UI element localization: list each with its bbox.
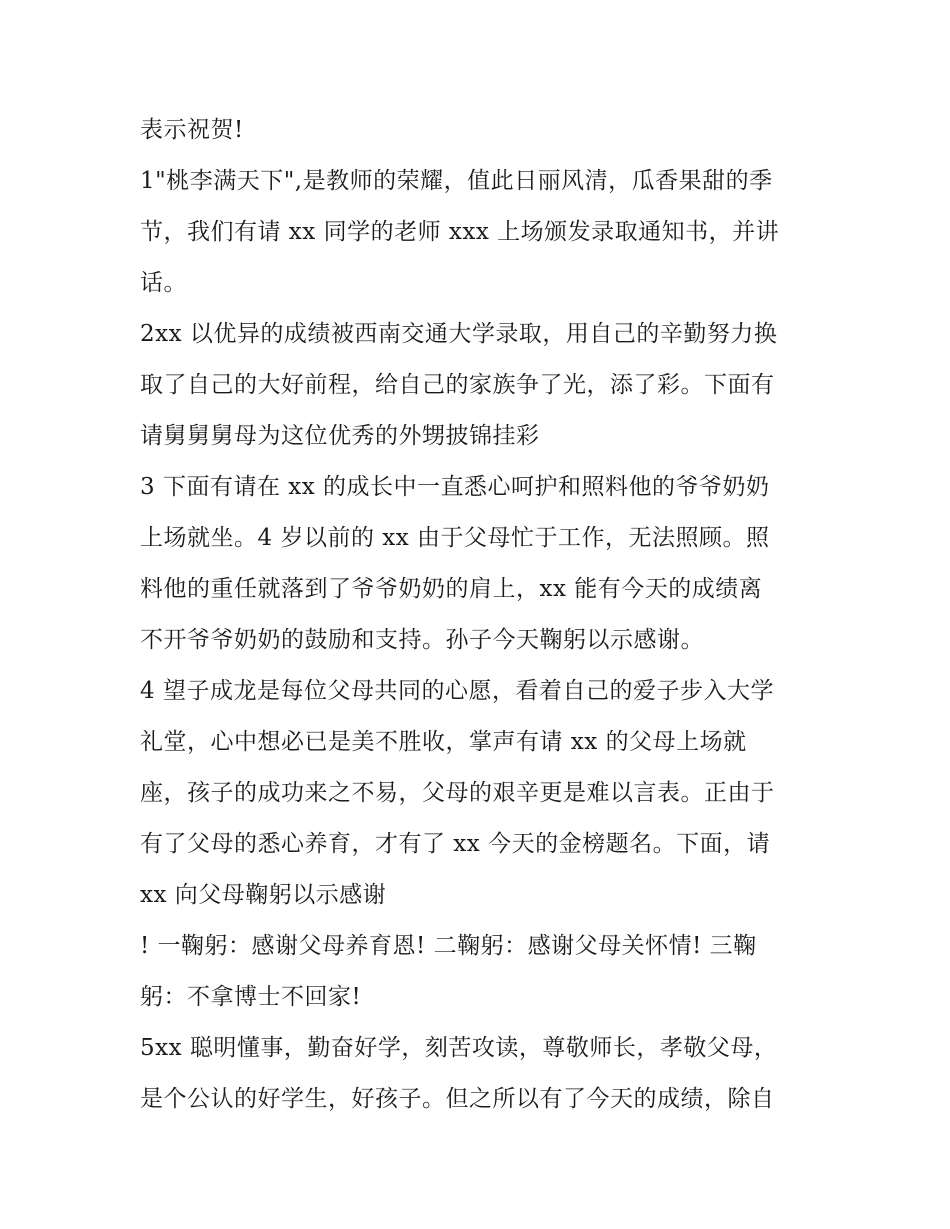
text-line: 不开爷爷奶奶的鼓励和支持。孙子今天鞠躬以示感谢。 bbox=[140, 627, 704, 653]
text-line: 表示祝贺! bbox=[140, 117, 244, 143]
text-line: 取了自己的大好前程，给自己的家族争了光，添了彩。下面有 bbox=[140, 372, 775, 398]
text-line: 2xx 以优异的成绩被西南交通大学录取，用自己的辛勤努力换 bbox=[140, 321, 778, 347]
text-line: 节，我们有请 xx 同学的老师 xxx 上场颁发录取通知书，并讲 bbox=[140, 219, 780, 245]
text-line: 上场就坐。4 岁以前的 xx 由于父母忙于工作，无法照顾。照 bbox=[140, 525, 770, 551]
text-line: 请舅舅舅母为这位优秀的外甥披锦挂彩 bbox=[140, 423, 540, 449]
text-line: 躬：不拿博士不回家! bbox=[140, 984, 362, 1010]
text-line: 座，孩子的成功来之不易，父母的艰辛更是难以言表。正由于 bbox=[140, 780, 775, 806]
text-line: 话。 bbox=[140, 270, 187, 296]
text-line: ! 一鞠躬：感谢父母养育恩! 二鞠躬：感谢父母关怀情! 三鞠 bbox=[140, 933, 757, 959]
text-line: 礼堂，心中想必已是美不胜收，掌声有请 xx 的父母上场就 bbox=[140, 729, 747, 755]
text-line: 4 望子成龙是每位父母共同的心愿，看着自己的爱子步入大学 bbox=[140, 678, 774, 704]
document-body bbox=[140, 108, 830, 1128]
text-line: 5xx 聪明懂事，勤奋好学，刻苦攻读，尊敬师长，孝敬父母， bbox=[140, 1035, 778, 1061]
text-line: xx 向父母鞠躬以示感谢 bbox=[140, 882, 387, 908]
text-line: 是个公认的好学生，好孩子。但之所以有了今天的成绩，除自 bbox=[140, 1086, 775, 1112]
text-line: 有了父母的悉心养育，才有了 xx 今天的金榜题名。下面，请 bbox=[140, 831, 771, 857]
text-line: 3 下面有请在 xx 的成长中一直悉心呵护和照料他的爷爷奶奶 bbox=[140, 474, 770, 500]
text-line: 1"桃李满天下",是教师的荣耀，值此日丽风清，瓜香果甜的季 bbox=[140, 168, 773, 194]
text-line: 料他的重任就落到了爷爷奶奶的肩上，xx 能有今天的成绩离 bbox=[140, 576, 763, 602]
